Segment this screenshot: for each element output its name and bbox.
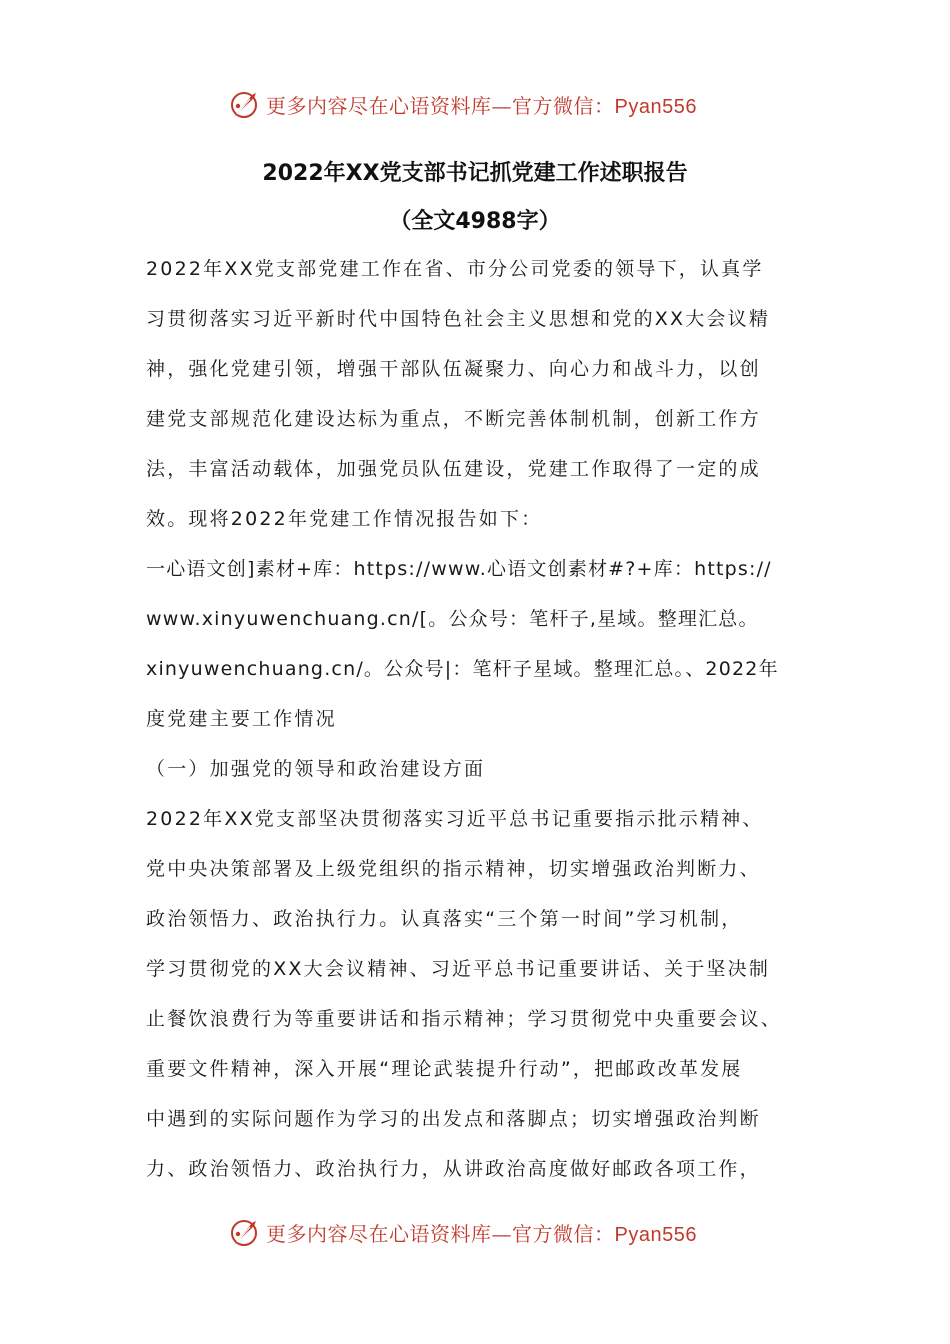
body-line: 力、政治领悟力、政治执行力，从讲政治高度做好邮政各项工作， [146, 1158, 761, 1180]
body-line: 党中央决策部署及上级党组织的指示精神，切实增强政治判断力、 [146, 858, 761, 880]
body-line: 止餐饮浪费行为等重要讲话和指示精神；学习贯彻党中央重要会议、 [146, 1008, 783, 1030]
body-line: 重要文件精神，深入开展“理论武装提升行动”，把邮政改革发展 [146, 1058, 743, 1080]
footer-watermark [0, 1212, 950, 1252]
watermark-wechat-id: Pyan556 [614, 95, 697, 118]
quill-pen-logo-icon [228, 1215, 262, 1249]
quill-pen-logo-icon [228, 87, 262, 121]
body-line: 度党建主要工作情况 [146, 708, 337, 730]
body-line: 神，强化党建引领，增强干部队伍凝聚力、向心力和战斗力，以创 [146, 358, 761, 380]
body-line: 中遇到的实际问题作为学习的出发点和落脚点；切实增强政治判断 [146, 1108, 761, 1130]
body-line: xinyuwenchuang.cn/。公众号|：笔杆子星域。整理汇总。、2022年 [146, 658, 779, 680]
document-subtitle: （全文4988字） [389, 209, 561, 234]
document-title: 2022年XX党支部书记抓党建工作述职报告 [262, 161, 688, 186]
watermark-wechat-id: Pyan556 [614, 1223, 697, 1246]
body-line: www.xinyuwenchuang.cn/[。公众号：笔杆子,星域。整理汇总。 [146, 608, 759, 630]
body-line: 一心语文创]素材+库：https://www.心语文创素材#?+库：https:// [146, 558, 772, 580]
body-line: 效。现将2022年党建工作情况报告如下： [146, 508, 543, 530]
body-line: 学习贯彻党的XX大会议精神、习近平总书记重要讲话、关于坚决制 [146, 958, 771, 980]
body-line: 法，丰富活动载体，加强党员队伍建设，党建工作取得了一定的成 [146, 458, 761, 480]
body-line: 建党支部规范化建设达标为重点，不断完善体制机制，创新工作方 [146, 408, 761, 430]
watermark-text: 更多内容尽在心语资料库—官方微信：Pyan556 [266, 93, 697, 118]
document-body [146, 250, 816, 1200]
body-line: 习贯彻落实习近平新时代中国特色社会主义思想和党的XX大会议精 [146, 308, 771, 330]
header-watermark [0, 84, 950, 124]
body-line: 2022年XX党支部坚决贯彻落实习近平总书记重要指示批示精神、 [146, 808, 764, 830]
section-heading: （一）加强党的领导和政治建设方面 [146, 758, 486, 780]
watermark-text: 更多内容尽在心语资料库—官方微信：Pyan556 [266, 1221, 697, 1246]
body-line: 政治领悟力、政治执行力。认真落实“三个第一时间”学习机制， [146, 908, 743, 930]
body-line: 2022年XX党支部党建工作在省、市分公司党委的领导下，认真学 [146, 258, 764, 280]
